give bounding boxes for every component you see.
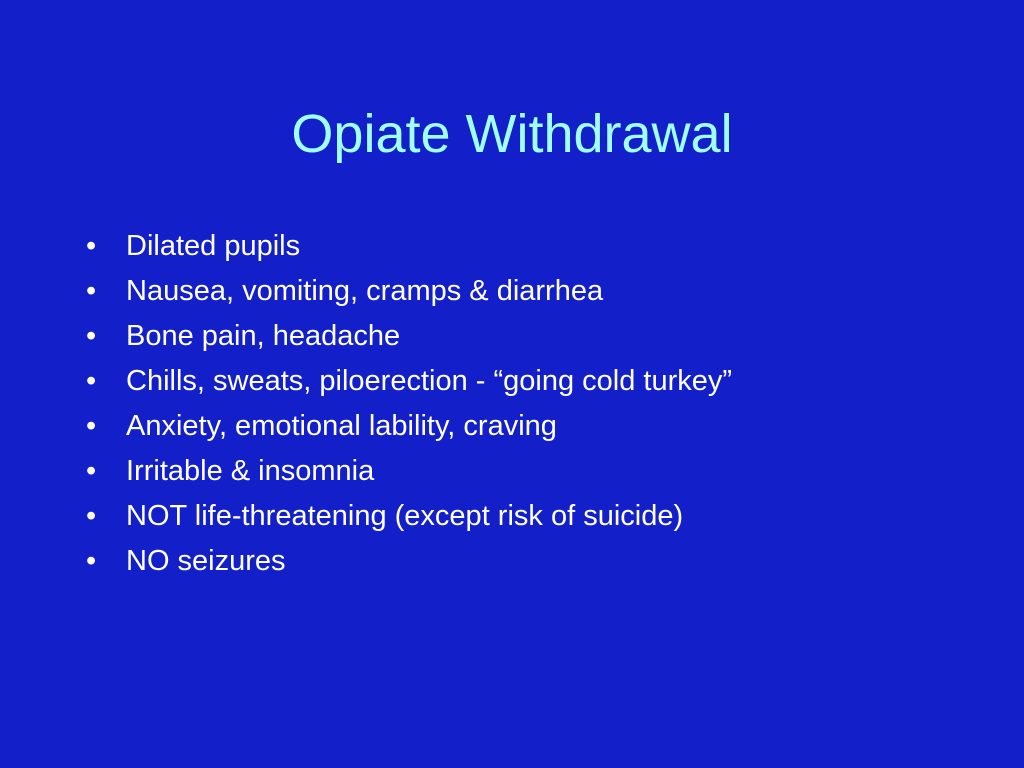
bullet-marker: • [86,545,97,577]
slide-title: Opiate Withdrawal [291,104,733,164]
bullet-text: Nausea, vomiting, cramps & diarrhea [126,275,604,307]
bullet-marker: • [86,230,97,262]
bullet-text: Anxiety, emotional lability, craving [126,410,557,442]
bullet-item [86,224,732,269]
bullet-item [86,269,732,314]
bullet-list [86,224,732,584]
bullet-text: NO seizures [126,545,286,577]
bullet-item [86,359,732,404]
bullet-item [86,404,732,449]
bullet-marker: • [86,455,97,487]
bullet-marker: • [86,365,97,397]
bullet-marker: • [86,275,97,307]
bullet-text: Irritable & insomnia [126,455,375,487]
bullet-marker: • [86,410,97,442]
bullet-item [86,539,732,584]
bullet-text: Bone pain, headache [126,320,401,352]
bullet-item [86,494,732,539]
bullet-item [86,449,732,494]
bullet-text: NOT life-threatening (except risk of suicide) [126,500,684,532]
bullet-marker: • [86,500,97,532]
bullet-item [86,314,732,359]
bullet-text: Dilated pupils [126,230,301,262]
bullet-text: Chills, sweats, piloerection - “going cold turkey” [126,365,733,397]
bullet-marker: • [86,320,97,352]
